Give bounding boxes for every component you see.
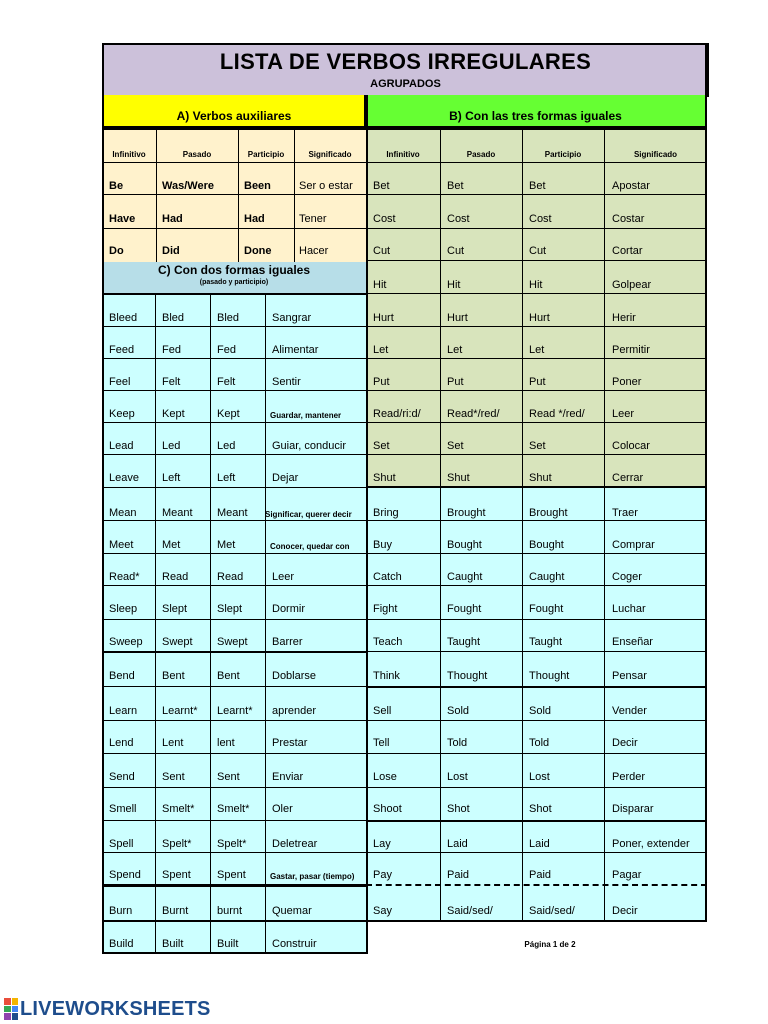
b-cell: Set	[373, 440, 390, 452]
c-cell: Prestar	[272, 737, 308, 749]
aux-cell: Been	[244, 180, 271, 192]
b-cell: Hit	[373, 279, 387, 291]
table-rule	[366, 358, 707, 359]
c-cell: Gastar, pasar (tiempo)	[270, 872, 355, 881]
c-cell: Sleep	[109, 603, 138, 615]
table-rule	[366, 293, 707, 294]
b-cell: Hurt	[447, 312, 468, 324]
b-cell: Set	[529, 440, 546, 452]
table-rule	[366, 260, 707, 261]
c-cell: Deletrear	[272, 838, 318, 850]
c-cell: Dejar	[272, 472, 299, 484]
c-cell: Construir	[272, 938, 317, 950]
d-cell: Fight	[373, 603, 398, 615]
table-rule	[366, 422, 707, 423]
c-cell: Met	[217, 539, 236, 551]
b-cell: Put	[373, 376, 390, 388]
aux-cell: Had	[162, 213, 183, 225]
c-cell: Bleed	[109, 312, 138, 324]
table-rule	[102, 43, 104, 954]
table-rule	[366, 520, 707, 521]
table-rule	[366, 95, 368, 953]
d-cell: Say	[373, 905, 392, 917]
d-cell: Decir	[612, 737, 638, 749]
c-cell: Led	[162, 440, 181, 452]
c-cell: Read	[162, 571, 189, 583]
d-cell: Lost	[447, 771, 468, 783]
c-cell: Learnt*	[162, 705, 198, 717]
d-cell: Enseñar	[612, 636, 653, 648]
section-c-sublabel: (pasado y participio)	[199, 279, 269, 286]
b-cell: Hit	[447, 279, 461, 291]
b-cell: Cost	[529, 213, 552, 225]
c-cell: Leer	[272, 571, 295, 583]
d-cell: Tell	[373, 737, 390, 749]
aux-cell: Hacer	[299, 245, 329, 257]
title-box	[102, 43, 709, 97]
c-cell: Leave	[109, 472, 139, 484]
c-cell: Spelt*	[162, 838, 192, 850]
d-cell: Lost	[529, 771, 550, 783]
table-rule	[265, 294, 266, 952]
d-cell: Paid	[529, 869, 552, 881]
b-cell: Apostar	[612, 180, 650, 192]
table-rule	[102, 720, 366, 721]
c-cell: Led	[217, 440, 236, 452]
b-cell: Cortar	[612, 245, 643, 257]
c-cell: Built	[162, 938, 184, 950]
d-cell: Vender	[612, 705, 647, 717]
c-cell: Spent	[217, 869, 246, 881]
c-cell: Sangrar	[272, 312, 312, 324]
c-cell: Sweep	[109, 636, 143, 648]
b-cell: Colocar	[612, 440, 650, 452]
c-cell: Quemar	[272, 905, 312, 917]
d-cell: Thought	[529, 670, 570, 682]
b-cell: Shut	[529, 472, 552, 484]
b-cell: Leer	[612, 408, 635, 420]
logo-mark-icon	[4, 998, 18, 1020]
b-cell: Cut	[447, 245, 465, 257]
col-head-a-pasado: Pasado	[182, 150, 212, 159]
c-cell: Burn	[109, 905, 133, 917]
c-cell: Meet	[109, 539, 134, 551]
table-rule	[366, 454, 707, 455]
c-cell: Met	[162, 539, 181, 551]
b-cell: Let	[447, 344, 463, 356]
c-cell: Spelt*	[217, 838, 247, 850]
c-cell: Swept	[162, 636, 193, 648]
d-cell: Comprar	[612, 539, 655, 551]
table-rule	[102, 886, 366, 887]
d-cell: Told	[529, 737, 550, 749]
c-cell: Slept	[162, 603, 188, 615]
c-body-bg	[102, 294, 366, 954]
table-rule	[366, 486, 707, 488]
d-cell: Pagar	[612, 869, 642, 881]
b-cell: Cost	[373, 213, 396, 225]
table-rule	[102, 787, 366, 788]
b-cell: Hurt	[373, 312, 394, 324]
d-cell: Shot	[529, 803, 552, 815]
table-rule	[366, 720, 707, 721]
aux-cell: Had	[244, 213, 265, 225]
table-rule	[102, 390, 366, 391]
b-cell: Put	[529, 376, 546, 388]
table-rule	[102, 585, 366, 586]
aux-cell: Do	[109, 245, 124, 257]
table-rule	[102, 553, 366, 554]
b-cell: Cut	[373, 245, 391, 257]
aux-cell: Ser o estar	[299, 180, 353, 192]
c-cell: Smell	[109, 803, 137, 815]
d-cell: Brought	[529, 507, 568, 519]
c-cell: Fed	[162, 344, 181, 356]
table-rule	[366, 390, 707, 391]
d-cell: Sold	[447, 705, 470, 717]
aux-cell: Did	[162, 245, 180, 257]
table-rule	[102, 852, 366, 853]
d-cell: Fought	[529, 603, 564, 615]
col-head-b-significado: Significado	[633, 150, 678, 159]
c-cell: Sent	[162, 771, 185, 783]
c-cell: Guardar, mantener	[270, 411, 342, 420]
b-cell: Cost	[447, 213, 470, 225]
b-cell: Herir	[612, 312, 636, 324]
d-cell: Lose	[373, 771, 397, 783]
aux-cell: Done	[244, 245, 272, 257]
c-cell: Enviar	[272, 771, 304, 783]
b-cell: Let	[529, 344, 545, 356]
c-cell: Barrer	[272, 636, 303, 648]
table-rule	[102, 753, 366, 754]
c-cell: Built	[217, 938, 239, 950]
table-rule	[102, 952, 368, 954]
table-rule	[604, 128, 605, 920]
d-cell: Think	[373, 670, 400, 682]
table-rule	[102, 422, 366, 423]
b-cell: Bet	[373, 180, 390, 192]
section-a-header	[102, 95, 366, 128]
b-cell: Bet	[529, 180, 546, 192]
b-cell: Put	[447, 376, 464, 388]
d-cell: Bought	[447, 539, 482, 551]
c-cell: Spend	[109, 869, 141, 881]
table-rule	[366, 787, 707, 788]
d-cell: Paid	[447, 869, 470, 881]
table-rule	[366, 619, 707, 620]
c-cell: Conocer, quedar con	[270, 542, 350, 551]
page-subtitle: AGRUPADOS	[370, 78, 441, 90]
d-cell: Coger	[612, 571, 642, 583]
c-cell: Lent	[162, 737, 184, 749]
b-cell: Cut	[529, 245, 547, 257]
c-cell: Burnt	[162, 905, 189, 917]
c-cell: burnt	[217, 905, 243, 917]
c-cell: Bled	[162, 312, 185, 324]
c-cell: Felt	[217, 376, 236, 388]
table-rule	[102, 686, 366, 687]
c-cell: Sentir	[272, 376, 301, 388]
table-rule	[102, 228, 707, 229]
b-cell: Costar	[612, 213, 645, 225]
page-footer: Página 1 de 2	[524, 940, 576, 949]
table-rule	[156, 128, 157, 262]
c-cell: Lend	[109, 737, 134, 749]
d-cell: Pay	[373, 869, 392, 881]
table-rule	[440, 128, 441, 920]
table-rule	[102, 326, 366, 327]
c-cell: Swept	[217, 636, 248, 648]
b-cell: Shut	[373, 472, 396, 484]
aux-cell: Be	[109, 180, 124, 192]
d-cell: Shot	[447, 803, 470, 815]
d-cell: Laid	[447, 838, 468, 850]
d-cell: Pensar	[612, 670, 647, 682]
d-cell: Poner, extender	[612, 838, 690, 850]
b-cell: Golpear	[612, 279, 652, 291]
d-cell: Said/sed/	[447, 905, 493, 917]
c-cell: Meant	[217, 507, 248, 519]
d-cell: Sold	[529, 705, 552, 717]
table-rule	[102, 820, 366, 821]
c-cell: Smelt*	[217, 803, 250, 815]
c-cell: Feel	[109, 376, 131, 388]
d-cell: Said/sed/	[529, 905, 575, 917]
section-b-header	[366, 95, 707, 128]
table-rule	[102, 358, 366, 359]
b-cell: Shut	[447, 472, 470, 484]
c-cell: Meant	[162, 507, 193, 519]
b-cell: Read/ri:d/	[373, 408, 421, 420]
c-cell: Left	[217, 472, 236, 484]
section-c-label: C) Con dos formas iguales	[157, 263, 311, 277]
c-cell: Bend	[109, 670, 135, 682]
d-cell: Taught	[447, 636, 481, 648]
d-cell: Bring	[373, 507, 399, 519]
d-cell: Teach	[373, 636, 403, 648]
c-cell: Bled	[217, 312, 240, 324]
c-cell: aprender	[272, 705, 317, 717]
aux-cell: Tener	[299, 213, 327, 225]
table-rule	[366, 326, 707, 327]
b-cell: Cerrar	[612, 472, 644, 484]
d-cell: Lay	[373, 838, 391, 850]
col-head-b-pasado: Pasado	[466, 150, 496, 159]
d-cell: Disparar	[612, 803, 654, 815]
c-cell: Learn	[109, 705, 138, 717]
c-cell: Read*	[109, 571, 140, 583]
table-rule	[102, 619, 366, 620]
c-cell: Kept	[217, 408, 240, 420]
col-head-a-significado: Significado	[308, 150, 352, 159]
c-cell: Send	[109, 771, 135, 783]
c-cell: Doblarse	[272, 670, 317, 682]
table-rule	[155, 294, 156, 952]
page-title: LISTA DE VERBOS IRREGULARES	[219, 49, 592, 74]
d-cell: Caught	[447, 571, 483, 583]
table-rule	[238, 128, 239, 262]
b-cell: Set	[447, 440, 464, 452]
c-cell: Spent	[162, 869, 191, 881]
c-cell: Lead	[109, 440, 134, 452]
c-cell: Significar, querer decir	[265, 510, 352, 519]
d-cell: Luchar	[612, 603, 646, 615]
d-cell: Catch	[373, 571, 402, 583]
table-rule	[366, 820, 707, 822]
aux-body-bg	[102, 128, 366, 262]
table-rule	[366, 884, 707, 886]
c-cell: Alimentar	[272, 344, 319, 356]
col-head-b-participio: Participio	[544, 150, 582, 159]
c-cell: Keep	[109, 408, 135, 420]
table-rule	[705, 43, 707, 920]
d-cell: Fought	[447, 603, 482, 615]
d-cell: Shoot	[373, 803, 402, 815]
c-cell: Smelt*	[162, 803, 195, 815]
c-cell: Bent	[162, 670, 185, 682]
d-body-bg	[366, 486, 707, 920]
d-cell: Caught	[529, 571, 565, 583]
b-cell: Hit	[529, 279, 543, 291]
d-cell: Decir	[612, 905, 638, 917]
d-cell: Brought	[447, 507, 486, 519]
table-rule	[102, 194, 707, 195]
logo-text: LIVEWORKSHEETS	[20, 997, 211, 1020]
d-cell: Traer	[612, 507, 638, 519]
table-rule	[102, 487, 366, 488]
col-head-b-infinitivo: Infinitivo	[386, 150, 420, 159]
table-rule	[102, 454, 366, 455]
col-head-a-participio: Participio	[247, 150, 285, 159]
d-cell: Thought	[447, 670, 488, 682]
c-cell: Bent	[217, 670, 240, 682]
c-cell: Spell	[109, 838, 134, 850]
table-rule	[102, 920, 366, 921]
d-cell: Taught	[529, 636, 563, 648]
c-cell: Dormir	[272, 603, 305, 615]
table-rule	[294, 128, 295, 262]
d-cell: Perder	[612, 771, 646, 783]
table-rule	[102, 162, 707, 163]
table-rule	[102, 294, 366, 295]
b-cell: Read */red/	[529, 408, 585, 420]
b-cell: Read*/red/	[447, 408, 500, 420]
b-cell: Poner	[612, 376, 642, 388]
table-rule	[366, 852, 707, 853]
c-cell: Fed	[217, 344, 236, 356]
b-cell: Let	[373, 344, 389, 356]
section-b-label: B) Con las tres formas iguales	[449, 109, 622, 123]
d-cell: Laid	[529, 838, 550, 850]
section-a-label: A) Verbos auxiliares	[176, 109, 292, 123]
aux-cell: Have	[109, 213, 136, 225]
table-rule	[366, 651, 707, 652]
table-rule	[366, 553, 707, 554]
c-cell: Feed	[109, 344, 135, 356]
c-cell: Mean	[109, 507, 137, 519]
c-cell: lent	[217, 737, 235, 749]
table-rule	[102, 884, 368, 886]
table-rule	[366, 585, 707, 586]
c-cell: Guiar, conducir	[272, 440, 346, 452]
table-rule	[522, 128, 523, 920]
c-cell: Learnt*	[217, 705, 253, 717]
c-cell: Slept	[217, 603, 243, 615]
b-cell: Hurt	[529, 312, 550, 324]
d-cell: Sell	[373, 705, 392, 717]
table-rule	[366, 686, 707, 688]
c-cell: Felt	[162, 376, 181, 388]
table-rule	[102, 128, 707, 130]
d-cell: Buy	[373, 539, 392, 551]
col-head-a-infinitivo: Infinitivo	[112, 150, 146, 159]
section-c-header	[102, 262, 366, 294]
b-cell: Permitir	[612, 344, 650, 356]
b-cell: Bet	[447, 180, 464, 192]
c-cell: Left	[162, 472, 181, 484]
table-rule	[102, 651, 366, 653]
c-cell: Kept	[162, 408, 185, 420]
c-cell: Read	[217, 571, 244, 583]
aux-cell: Was/Were	[162, 180, 214, 192]
c-cell: Sent	[217, 771, 240, 783]
d-cell: Bought	[529, 539, 564, 551]
c-cell: Oler	[272, 803, 293, 815]
table-rule	[366, 753, 707, 754]
c-cell: Build	[109, 938, 134, 950]
liveworksheets-logo	[4, 996, 211, 1022]
d-cell: Told	[447, 737, 468, 749]
table-rule	[210, 294, 211, 952]
